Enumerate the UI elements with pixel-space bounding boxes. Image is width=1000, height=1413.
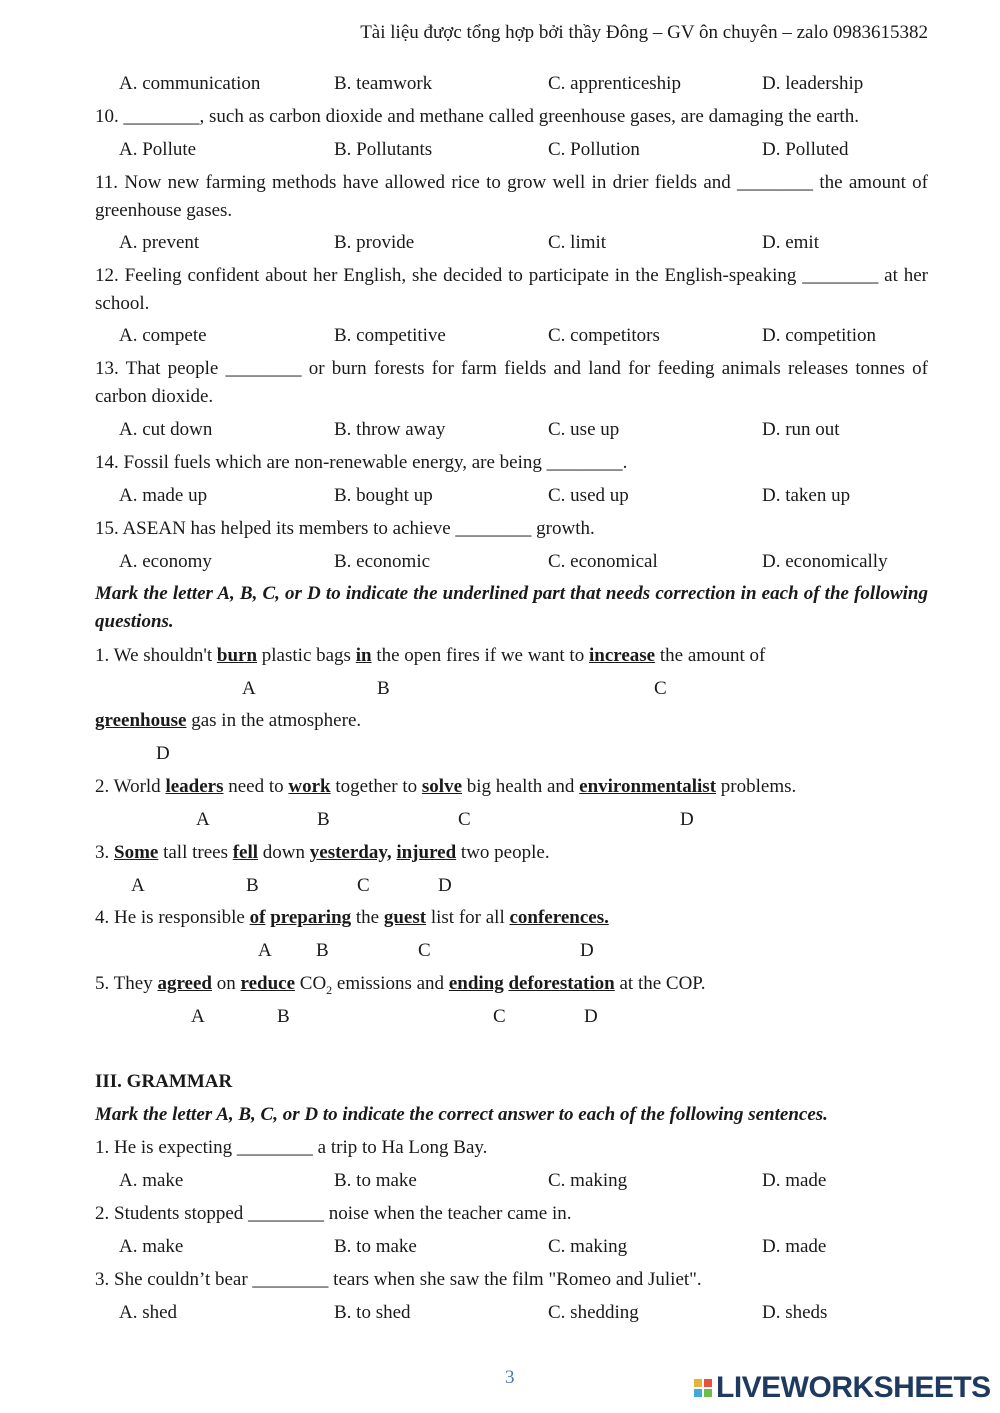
error-q5-part-d[interactable]: deforestation xyxy=(508,973,615,994)
page-number: 3 xyxy=(505,1367,515,1388)
q12-option-b[interactable]: B. competitive xyxy=(334,325,446,346)
q14-text: 14. Fossil fuels which are non-renewable energy, are being ________. xyxy=(95,452,628,473)
error-q4-text: the xyxy=(351,907,384,928)
error-q5-text: CO xyxy=(295,973,327,994)
q13-option-a[interactable]: A. cut down xyxy=(119,419,213,440)
grammar-q3-option-d[interactable]: D. sheds xyxy=(762,1302,828,1323)
error-q4-part-d[interactable]: conferences. xyxy=(509,907,609,928)
error-q3-part-c[interactable]: yesterday, xyxy=(309,842,392,863)
logo-square xyxy=(704,1389,712,1397)
grammar-heading: III. GRAMMAR xyxy=(95,1071,233,1092)
error-q2-label-d: D xyxy=(680,809,694,830)
error-q5-line xyxy=(95,970,928,1004)
error-q3-part-a[interactable]: Some xyxy=(114,842,159,863)
logo-square xyxy=(704,1379,712,1387)
error-q1-label-a: A xyxy=(242,678,256,699)
q12-text: 12. Feeling confident about her English, she decided to participate in the English-speaking ________ at her school. xyxy=(95,265,928,314)
error-q2-part-b[interactable]: work xyxy=(288,776,331,797)
error-q5-text: emissions and xyxy=(332,973,449,994)
error-q3-label-d: D xyxy=(438,875,452,896)
q11-option-a[interactable]: A. prevent xyxy=(119,232,200,253)
error-q4-part-b[interactable]: preparing xyxy=(270,907,352,928)
error-q5-part-c[interactable]: ending xyxy=(448,973,504,994)
error-q1-text: 1. We shouldn't xyxy=(95,645,217,666)
grammar-q2-option-d[interactable]: D. made xyxy=(762,1236,827,1257)
q10-option-b[interactable]: B. Pollutants xyxy=(334,139,433,160)
q14-option-d[interactable]: D. taken up xyxy=(762,485,851,506)
error-q2-text: need to xyxy=(223,776,289,797)
q9-option-c[interactable]: C. apprenticeship xyxy=(548,73,681,94)
q10-option-a[interactable]: A. Pollute xyxy=(119,139,197,160)
q12-option-c[interactable]: C. competitors xyxy=(548,325,660,346)
q13-text: 13. That people ________ or burn forests for farm fields and land for feeding animals releases tonnes of carbon dioxide. xyxy=(95,358,928,407)
error-q5-text: on xyxy=(211,973,241,994)
q13-option-d[interactable]: D. run out xyxy=(762,419,840,440)
grammar-q3-text: 3. She couldn’t bear ________ tears when she saw the film "Romeo and Juliet". xyxy=(95,1269,702,1290)
error-q4-label-c: C xyxy=(418,940,431,961)
q15-text: 15. ASEAN has helped its members to achieve ________ growth. xyxy=(95,518,595,539)
error-q3-label-a: A xyxy=(131,875,145,896)
liveworksheets-logo[interactable] xyxy=(694,1371,991,1405)
q10-option-d[interactable]: D. Polluted xyxy=(762,139,849,160)
q15-option-a[interactable]: A. economy xyxy=(119,551,212,572)
q11-option-d[interactable]: D. emit xyxy=(762,232,819,253)
grammar-q2-text: 2. Students stopped ________ noise when the teacher came in. xyxy=(95,1203,572,1224)
error-q1-label-c: C xyxy=(654,678,667,699)
q11-text: 11. Now new farming methods have allowed rice to grow well in drier fields and ________ the amount of greenhouse gases. xyxy=(95,172,928,221)
error-q2-label-c: C xyxy=(458,809,471,830)
error-q3-text: tall trees xyxy=(158,842,233,863)
error-q3-label-c: C xyxy=(357,875,370,896)
error-q5-label-a: A xyxy=(191,1006,205,1027)
q14-option-b[interactable]: B. bought up xyxy=(334,485,433,506)
error-q4-part-a[interactable]: of xyxy=(249,907,266,928)
error-q4-line xyxy=(95,904,928,932)
error-q2-part-c[interactable]: solve xyxy=(421,776,463,797)
grammar-q1-option-a[interactable]: A. make xyxy=(119,1170,184,1191)
q13-option-b[interactable]: B. throw away xyxy=(334,419,446,440)
error-q2-text: problems. xyxy=(716,776,797,797)
error-q1-part-b[interactable]: in xyxy=(355,645,372,666)
error-q3-line xyxy=(95,839,928,867)
error-section-instruction: Mark the letter A, B, C, or D to indicate the underlined part that needs correction in each of the following questions. xyxy=(95,583,928,632)
logo-square xyxy=(694,1389,702,1397)
error-q5-text: 5. They xyxy=(95,973,158,994)
error-q1-text: gas in the atmosphere. xyxy=(186,710,362,731)
error-q1-text: plastic bags xyxy=(257,645,356,666)
grammar-q3-option-b[interactable]: B. to shed xyxy=(334,1302,411,1323)
error-q2-text: big health and xyxy=(462,776,580,797)
error-q1-part-a[interactable]: burn xyxy=(216,645,258,666)
error-q5-label-c: C xyxy=(493,1006,506,1027)
error-q3-part-b[interactable]: fell xyxy=(232,842,259,863)
error-q2-part-d[interactable]: environmentalist xyxy=(579,776,717,797)
q9-option-a[interactable]: A. communication xyxy=(119,73,261,94)
error-q3-part-d[interactable]: injured xyxy=(396,842,457,863)
grammar-instruction: Mark the letter A, B, C, or D to indicate the correct answer to each of the following sentences. xyxy=(95,1104,828,1125)
error-q4-part-c[interactable]: guest xyxy=(383,907,427,928)
error-q2-text: 2. World xyxy=(95,776,166,797)
q10-option-c[interactable]: C. Pollution xyxy=(548,139,640,160)
q15-option-d[interactable]: D. economically xyxy=(762,551,888,572)
error-q5-part-b[interactable]: reduce xyxy=(240,973,296,994)
error-q5-part-a[interactable]: agreed xyxy=(157,973,212,994)
logo-square xyxy=(694,1379,702,1387)
error-q2-label-a: A xyxy=(196,809,210,830)
q12-option-d[interactable]: D. competition xyxy=(762,325,876,346)
q12-option-a[interactable]: A. compete xyxy=(119,325,207,346)
error-q1-text: the amount of xyxy=(655,645,766,666)
error-q1-text: the open fires if we want to xyxy=(371,645,589,666)
error-q4-label-a: A xyxy=(258,940,272,961)
q9-option-d[interactable]: D. leadership xyxy=(762,73,864,94)
error-q4-label-b: B xyxy=(316,940,329,961)
error-q4-text: 4. He is responsible xyxy=(95,907,250,928)
error-q3-text: down xyxy=(258,842,310,863)
grammar-q2-option-b[interactable]: B. to make xyxy=(334,1236,417,1257)
error-q2-part-a[interactable]: leaders xyxy=(165,776,224,797)
q9-option-b[interactable]: B. teamwork xyxy=(334,73,433,94)
error-q5-text: at the COP. xyxy=(614,973,706,994)
q10-text: 10. ________, such as carbon dioxide and methane called greenhouse gases, are damaging the earth. xyxy=(95,106,859,127)
error-q4-text: list for all xyxy=(426,907,510,928)
error-q1-label-d: D xyxy=(156,743,170,764)
co2-subscript: 2 xyxy=(326,982,333,997)
error-q2-text: together to xyxy=(330,776,422,797)
error-q5-label-b: B xyxy=(277,1006,290,1027)
error-q2-label-b: B xyxy=(317,809,330,830)
grammar-q3-option-a[interactable]: A. shed xyxy=(119,1302,178,1323)
logo-mark-icon xyxy=(694,1379,712,1397)
grammar-q1-text: 1. He is expecting ________ a trip to Ha Long Bay. xyxy=(95,1137,488,1158)
q14-option-a[interactable]: A. made up xyxy=(119,485,208,506)
q11-option-b[interactable]: B. provide xyxy=(334,232,415,253)
error-q4-label-d: D xyxy=(580,940,594,961)
error-q3-text: 3. xyxy=(95,842,114,863)
error-q1-part-d[interactable]: greenhouse xyxy=(95,710,187,731)
grammar-q2-option-c[interactable]: C. making xyxy=(548,1236,628,1257)
grammar-q1-option-b[interactable]: B. to make xyxy=(334,1170,417,1191)
error-q1-line2 xyxy=(95,707,928,735)
q15-option-c[interactable]: C. economical xyxy=(548,551,658,572)
error-q5-label-d: D xyxy=(584,1006,598,1027)
logo-text: LIVEWORKSHEETS xyxy=(716,1371,991,1404)
error-q3-text: two people. xyxy=(456,842,550,863)
q13-option-c[interactable]: C. use up xyxy=(548,419,620,440)
q15-option-b[interactable]: B. economic xyxy=(334,551,431,572)
error-q1-line1 xyxy=(95,642,928,670)
error-q1-label-b: B xyxy=(377,678,390,699)
error-q2-line xyxy=(95,773,928,801)
grammar-q1-option-d[interactable]: D. made xyxy=(762,1170,827,1191)
grammar-q3-option-c[interactable]: C. shedding xyxy=(548,1302,639,1323)
error-q3-label-b: B xyxy=(246,875,259,896)
q14-option-c[interactable]: C. used up xyxy=(548,485,629,506)
grammar-q1-option-c[interactable]: C. making xyxy=(548,1170,628,1191)
grammar-q2-option-a[interactable]: A. make xyxy=(119,1236,184,1257)
q11-option-c[interactable]: C. limit xyxy=(548,232,607,253)
error-q1-part-c[interactable]: increase xyxy=(588,645,656,666)
document-header: Tài liệu được tổng hợp bởi thầy Đông – GV ôn chuyên – zalo 0983615382 xyxy=(360,22,928,43)
